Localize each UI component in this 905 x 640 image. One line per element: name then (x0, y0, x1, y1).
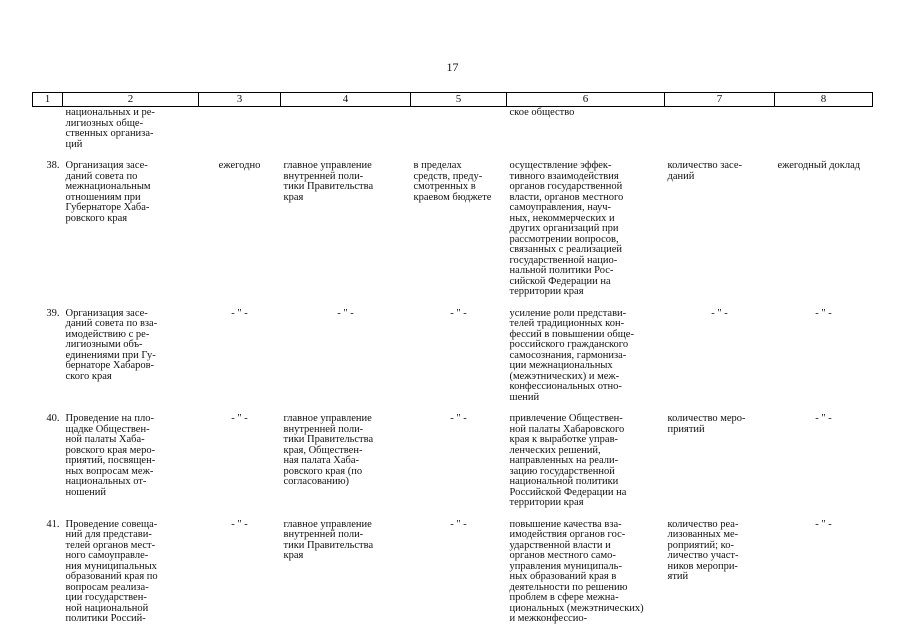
table-row (33, 300, 873, 406)
result-cell: привлечение Обществен- ной палаты Хабаровского края к выработке управ- ленческих решений, направленных на реали- зацию государственной национальной политики Российской Федерации на территории края (509, 413, 627, 508)
table-row (33, 152, 873, 300)
activity-cell: Проведение совеща- ний для представи- телей органов мест- ного самоуправле- ния муниципальных образований края по вопросам реализа- ции государствен- ной национальной политики Россий- (65, 518, 158, 624)
table-row (33, 405, 873, 511)
activity-cell: национальных и ре- лигиозных обще- ственных организа- ций (65, 107, 155, 150)
column-header: 7 (665, 93, 775, 107)
report-cell: - " - (815, 413, 832, 424)
column-header: 8 (775, 93, 873, 107)
executor-cell: главное управление внутренней поли- тики Правительства края (283, 160, 374, 203)
activity-cell: Организация засе- даний совета по вза- имодействию с ре- лигиозными объ- единениями при Гу- бернаторе Хабаров- ского края (65, 307, 158, 382)
funding-cell: - " - (450, 518, 467, 530)
activity-cell: Организация засе- даний совета по межнациональным отношениям при Губернаторе Хаба- ровского края (65, 160, 151, 224)
period-cell: ежегодно (218, 160, 261, 171)
row-number: 39. (46, 307, 60, 319)
activity-cell: Проведение на пло- щадке Обществен- ной палаты Хаба- ровского края меро- приятий, посвящен- ных вопросам меж- национальных от- ношений (65, 413, 156, 498)
column-header: 3 (199, 93, 281, 107)
column-header: 2 (63, 93, 199, 107)
table-row (33, 511, 873, 627)
column-number-row (33, 93, 873, 107)
executor-cell: - " - (337, 307, 354, 319)
report-cell: ежегодный доклад (777, 160, 861, 171)
indicator-cell: количество реа- лизованных ме- роприятий; ко- личество участ- ников меропри- ятий (667, 518, 739, 582)
funding-cell: в пределах средств, преду- смотренных в краевом бюджете (413, 160, 492, 203)
indicator-cell: количество меро- приятий (667, 413, 746, 435)
row-number: 41. (46, 518, 60, 530)
column-header: 6 (507, 93, 665, 107)
report-cell: - " - (815, 518, 832, 530)
period-cell: - " - (231, 307, 248, 319)
period-cell: - " - (231, 518, 248, 530)
row-number (33, 107, 63, 153)
row-number: 38. (46, 160, 60, 171)
plan-table (32, 92, 873, 627)
executor-cell: главное управление внутренней поли- тики Правительства края, Обществен- ная палата Хаба- ровского края (по согласованию) (283, 413, 374, 487)
executor-cell: главное управление внутренней поли- тики Правительства края (283, 518, 374, 561)
indicator-cell: количество засе- даний (667, 160, 743, 182)
column-header: 4 (281, 93, 411, 107)
continuation-row (33, 107, 873, 153)
report-cell: - " - (815, 307, 832, 319)
indicator-cell: - " - (711, 307, 728, 319)
row-number: 40. (46, 413, 60, 424)
result-cell: ское общество (509, 107, 575, 118)
result-cell: осуществление эффек- тивного взаимодействия органов государственной власти, органов местного самоуправления, науч- ных, некоммерческих и других организаций при рассмотрении вопросов, связанных с реализацией государственной нацио- нальной политики Рос- сийской Федерации на территории края (509, 160, 624, 297)
result-cell: повышение качества вза- имодействия органов гос- ударственной власти и органов местного само- управления муниципаль- ных образований края в деятельности по решению проблем в сфере межна- циональных (межэтнических) и межконфессио- (509, 518, 644, 624)
page-number: 17 (446, 60, 459, 74)
funding-cell: - " - (450, 307, 467, 319)
column-header: 5 (411, 93, 507, 107)
result-cell: усиление роли представи- телей традиционных кон- фессий в повышении обще- российского гражданского самосознания, гармониза- ции межнациональных (межэтнических) и меж- конфессиональных отно- шений (509, 307, 634, 403)
funding-cell: - " - (450, 413, 467, 424)
column-header: 1 (33, 93, 63, 107)
period-cell: - " - (231, 413, 248, 424)
